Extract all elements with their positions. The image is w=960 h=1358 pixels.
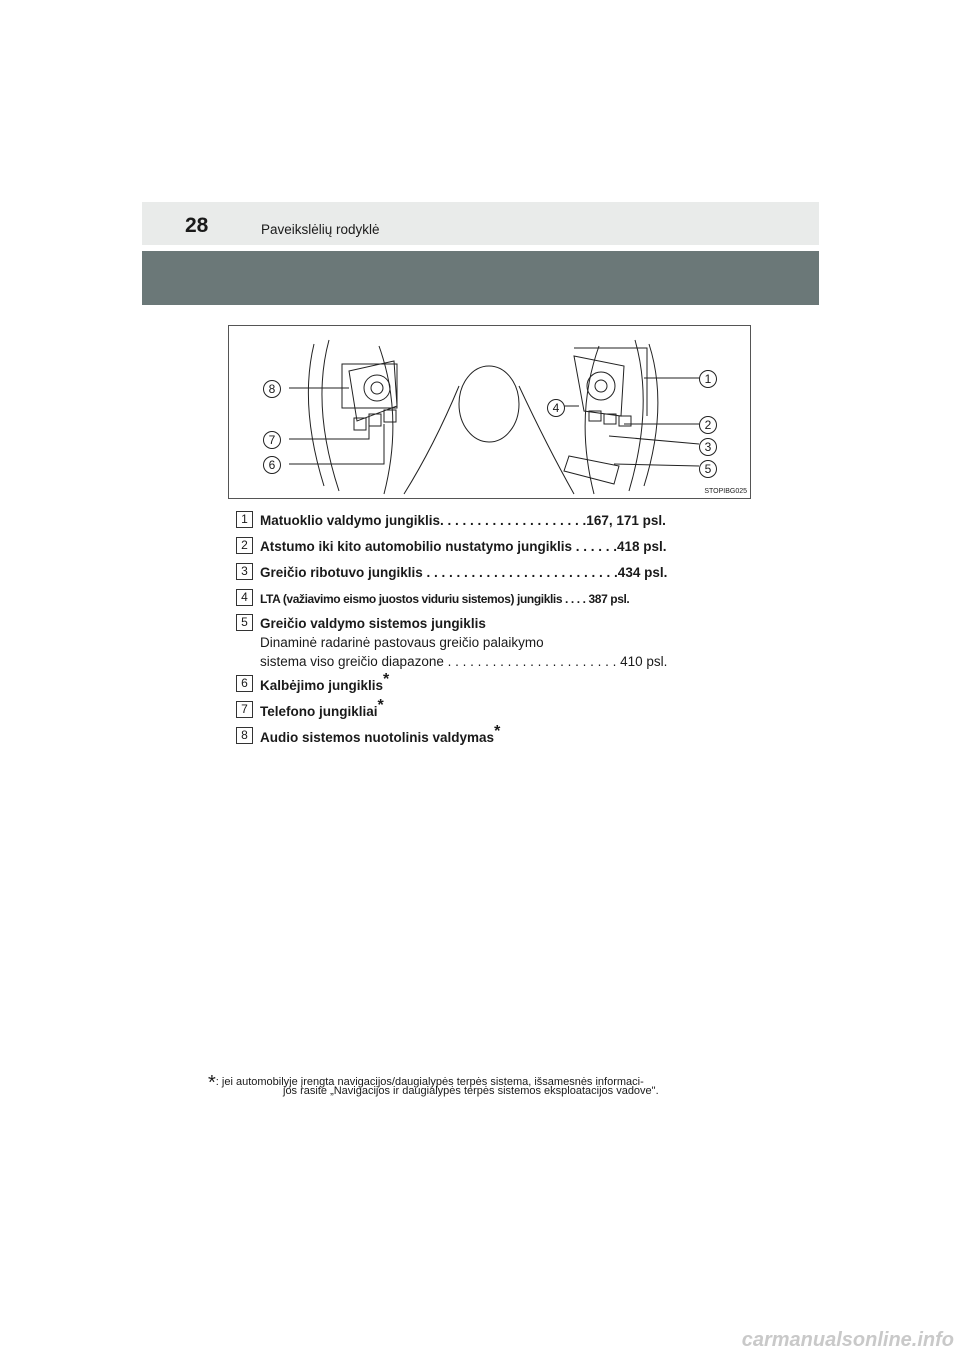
item-number: 3 bbox=[236, 563, 253, 580]
item-number: 5 bbox=[236, 614, 253, 631]
callout-7: 7 bbox=[263, 431, 281, 449]
item-number: 2 bbox=[236, 537, 253, 554]
callout-3: 3 bbox=[699, 438, 717, 456]
steering-wheel-figure bbox=[228, 325, 751, 499]
callout-2: 2 bbox=[699, 416, 717, 434]
item-text: Matuoklio valdymo jungiklis. . . . . . . . . . . . . . . . . . . .167, 171 psl. bbox=[260, 513, 666, 528]
item-text-detail: Dinaminė radarinė pastovaus greičio palaikymo bbox=[260, 635, 544, 650]
item-text: Greičio valdymo sistemos jungiklis bbox=[260, 616, 486, 631]
item-text-detail: sistema viso greičio diapazone . . . . . . . . . . . . . . . . . . . . . . . 410 psl. bbox=[260, 654, 668, 669]
asterisk-mark: * bbox=[383, 671, 390, 688]
watermark: carmanualsonline.info bbox=[741, 1329, 954, 1351]
item-text: Greičio ribotuvo jungiklis . . . . . . . . . . . . . . . . . . . . . . . . . .434 psl. bbox=[260, 565, 668, 580]
item-text: Audio sistemos nuotolinis valdymas bbox=[260, 730, 495, 745]
asterisk-mark: * bbox=[494, 723, 501, 740]
callout-8: 8 bbox=[263, 380, 281, 398]
callout-6: 6 bbox=[263, 456, 281, 474]
footnote-asterisk: * bbox=[208, 1072, 216, 1094]
item-number: 1 bbox=[236, 511, 253, 528]
asterisk-mark: * bbox=[377, 697, 384, 714]
figure-code: STOPIBG025 bbox=[704, 488, 747, 495]
page-number: 28 bbox=[185, 214, 209, 237]
footnote-line-2: jos rasite „Navigacijos ir daugialypės terpės sistemos eksploatacijos vadove". bbox=[283, 1085, 659, 1097]
callout-1: 1 bbox=[699, 370, 717, 388]
item-number: 4 bbox=[236, 589, 253, 606]
steering-wheel-drawing bbox=[229, 326, 750, 498]
item-text: Atstumo iki kito automobilio nustatymo jungiklis . . . . . .418 psl. bbox=[260, 539, 667, 554]
footnote-line-1: : jei automobilyje įrengta navigacijos/daugialypės terpės sistema, išsamesnės informaci- bbox=[215, 1076, 644, 1088]
item-text: Kalbėjimo jungiklis bbox=[260, 678, 384, 693]
gray-band bbox=[142, 251, 819, 305]
header-bar bbox=[142, 202, 819, 245]
item-text: Telefono jungikliai bbox=[260, 704, 378, 719]
section-title: Paveikslėlių rodyklė bbox=[261, 222, 380, 237]
item-number: 7 bbox=[236, 701, 253, 718]
item-number: 8 bbox=[236, 727, 253, 744]
callout-4: 4 bbox=[547, 399, 565, 417]
callout-5: 5 bbox=[699, 460, 717, 478]
item-text: LTA (važiavimo eismo juostos viduriu sistemos) jungiklis . . . . 387 psl. bbox=[260, 592, 630, 606]
item-number: 6 bbox=[236, 675, 253, 692]
